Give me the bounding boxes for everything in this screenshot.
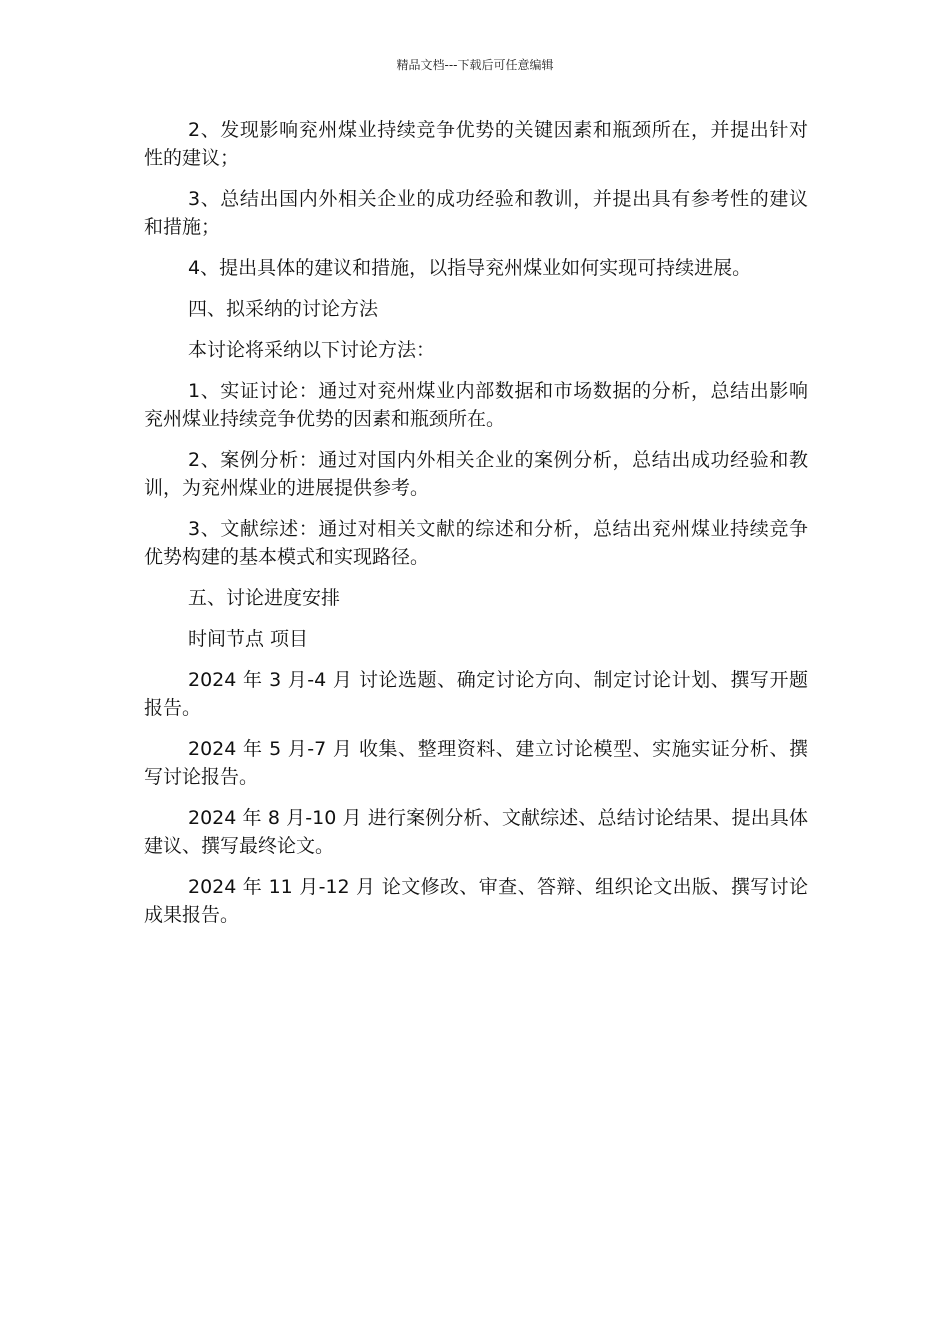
paragraph-method-case: 2、案例分析：通过对国内外相关企业的案例分析，总结出成功经验和教训，为兖州煤业的进展提供参考。 bbox=[144, 449, 808, 499]
document-body bbox=[144, 116, 808, 942]
schedule-item-2: 2024 年 5 月-7 月 收集、整理资料、建立讨论模型、实施实证分析、撰写讨论报告。 bbox=[144, 738, 808, 788]
page-header: 精品文档---下载后可任意编辑 bbox=[396, 58, 554, 72]
schedule-item-4: 2024 年 11 月-12 月 论文修改、审查、答辩、组织论文出版、撰写讨论成果报告。 bbox=[144, 876, 808, 926]
paragraph-goal-2: 2、发现影响兖州煤业持续竞争优势的关键因素和瓶颈所在，并提出针对性的建议； bbox=[144, 119, 808, 169]
paragraph-goal-3: 3、总结出国内外相关企业的成功经验和教训，并提出具有参考性的建议和措施； bbox=[144, 188, 808, 238]
section-heading-methods: 四、拟采纳的讨论方法 bbox=[188, 298, 379, 320]
paragraph-method-literature: 3、文献综述：通过对相关文献的综述和分析，总结出兖州煤业持续竞争优势构建的基本模式和实现路径。 bbox=[144, 518, 808, 568]
section-heading-schedule: 五、讨论进度安排 bbox=[188, 587, 341, 609]
paragraph-methods-intro: 本讨论将采纳以下讨论方法： bbox=[188, 339, 436, 361]
paragraph-goal-4: 4、提出具体的建议和措施，以指导兖州煤业如何实现可持续进展。 bbox=[188, 257, 752, 279]
schedule-item-3: 2024 年 8 月-10 月 进行案例分析、文献综述、总结讨论结果、提出具体建议、撰写最终论文。 bbox=[144, 807, 808, 857]
paragraph-method-empirical: 1、实证讨论：通过对兖州煤业内部数据和市场数据的分析，总结出影响兖州煤业持续竞争优势的因素和瓶颈所在。 bbox=[144, 380, 808, 430]
schedule-item-1: 2024 年 3 月-4 月 讨论选题、确定讨论方向、制定讨论计划、撰写开题报告。 bbox=[144, 669, 808, 719]
schedule-header: 时间节点 项目 bbox=[188, 628, 309, 650]
